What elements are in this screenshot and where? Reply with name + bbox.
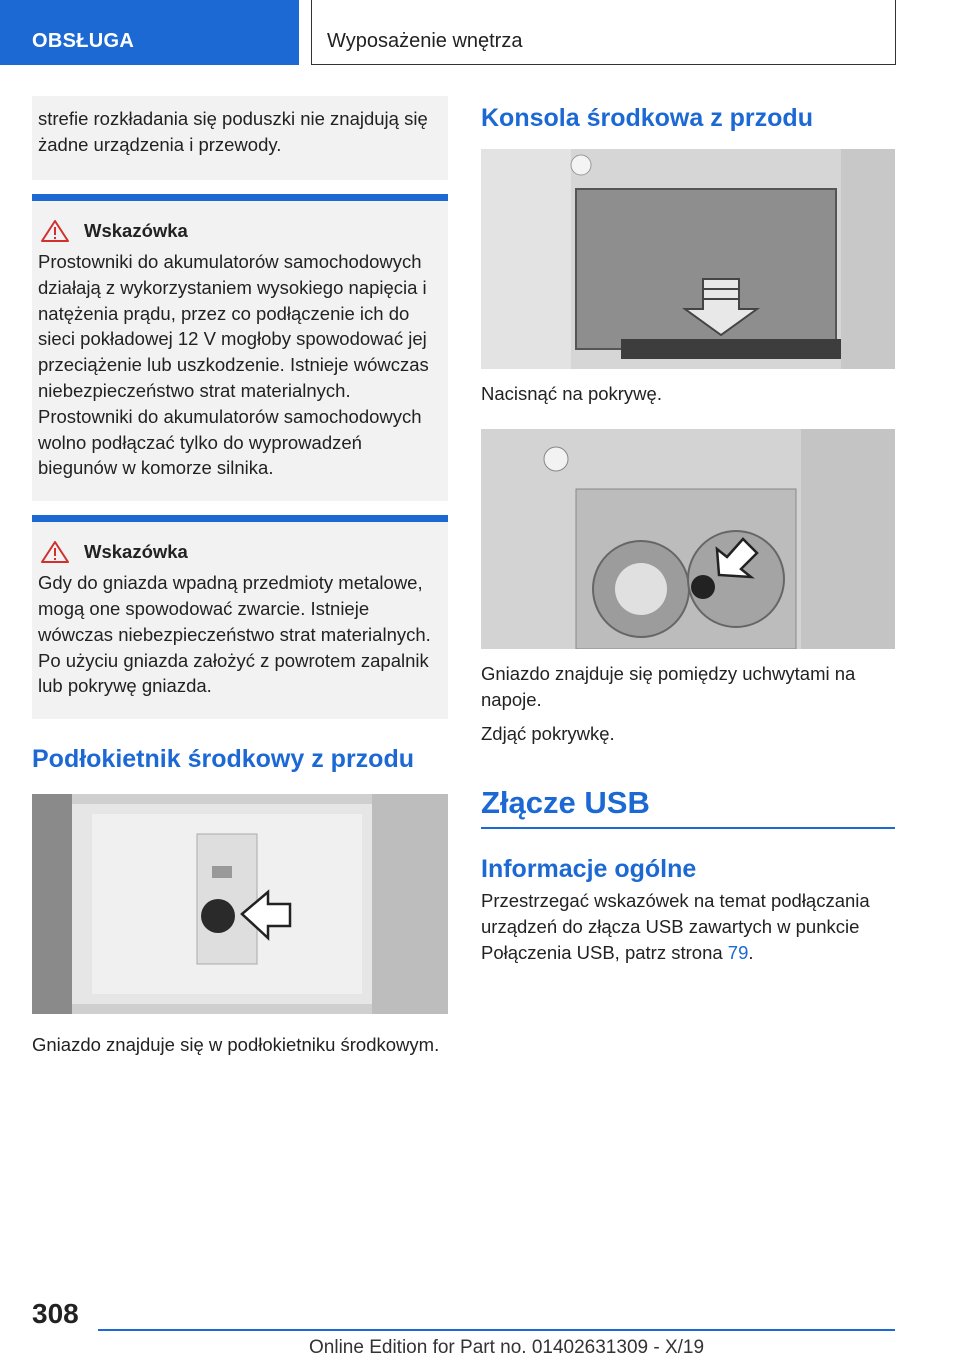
- usb-section-title: Złącze USB: [481, 785, 895, 829]
- usb-subheading: Informacje ogólne: [481, 855, 697, 883]
- page-reference-link[interactable]: 79: [727, 942, 749, 963]
- warning-icon: [40, 219, 70, 243]
- warning-box-charger: [32, 194, 448, 501]
- footer-edition: Online Edition for Part no. 01402631309 - X/19: [309, 1337, 705, 1358]
- right-column: [481, 96, 895, 966]
- warning-box-metal: [32, 515, 448, 719]
- console-caption-press: Nacisnąć na pokrywę.: [481, 383, 662, 404]
- usb-info-body: Przestrzegać wskazówek na temat podłączania urządzeń do złącza USB zawartych w punkcie Połączenia USB, patrz strona: [481, 890, 870, 963]
- section-tab: OBSŁUGA: [0, 0, 299, 65]
- intro-text: strefie rozkładania się poduszki nie znajdują się żadne urządzenia i przewody.: [38, 108, 428, 155]
- left-column: [32, 96, 448, 1058]
- usb-info-end: .: [748, 942, 754, 963]
- console-cover-photo: [481, 149, 895, 369]
- intro-note: [32, 96, 448, 180]
- warning-title: Wskazówka: [84, 220, 188, 241]
- page-number: 308: [32, 1298, 79, 1329]
- console-socket-photo: [481, 429, 895, 649]
- console-caption-remove: Zdjąć pokrywkę.: [481, 723, 615, 744]
- warning-text: Gdy do gniazda wpadną przedmioty metalowe, mogą one spowodować zwarcie. Istnieje wówczas niebezpieczeństwo strat materialnych. Po użyciu gniazda założyć z powrotem zapalnik lub pokrywę gniazda.: [38, 572, 431, 697]
- armrest-socket-photo: [32, 794, 448, 1014]
- heading-armrest: Podłokietnik środkowy z przodu: [32, 745, 414, 774]
- armrest-caption: Gniazdo znajduje się w podłokietniku środkowym.: [32, 1034, 440, 1056]
- warning-text: Prostowniki do akumulatorów samochodowych działają z wykorzystaniem wysokiego napięcia i natężenia prądu, przez co podłączenie ich do sieci pokładowej 12 V mogłoby spowodować jej przeciążenie lub uszkodzenie. Istnieje wówczas niebezpieczeństwo strat materialnych. Prostowniki do akumulatorów samochodowych wolno podłączać tylko do wyprowadzeń biegunów w komorze silnika.: [38, 251, 429, 479]
- heading-center-console: Konsola środkowa z przodu: [481, 104, 813, 132]
- chapter-title: Wyposażenie wnętrza: [327, 30, 523, 52]
- warning-title: Wskazówka: [84, 541, 188, 563]
- footer-divider: [98, 1329, 895, 1331]
- usb-info-text: [481, 888, 895, 966]
- console-caption-location: Gniazdo znajduje się pomiędzy uchwytami na napoje.: [481, 663, 856, 710]
- warning-icon: [40, 540, 70, 564]
